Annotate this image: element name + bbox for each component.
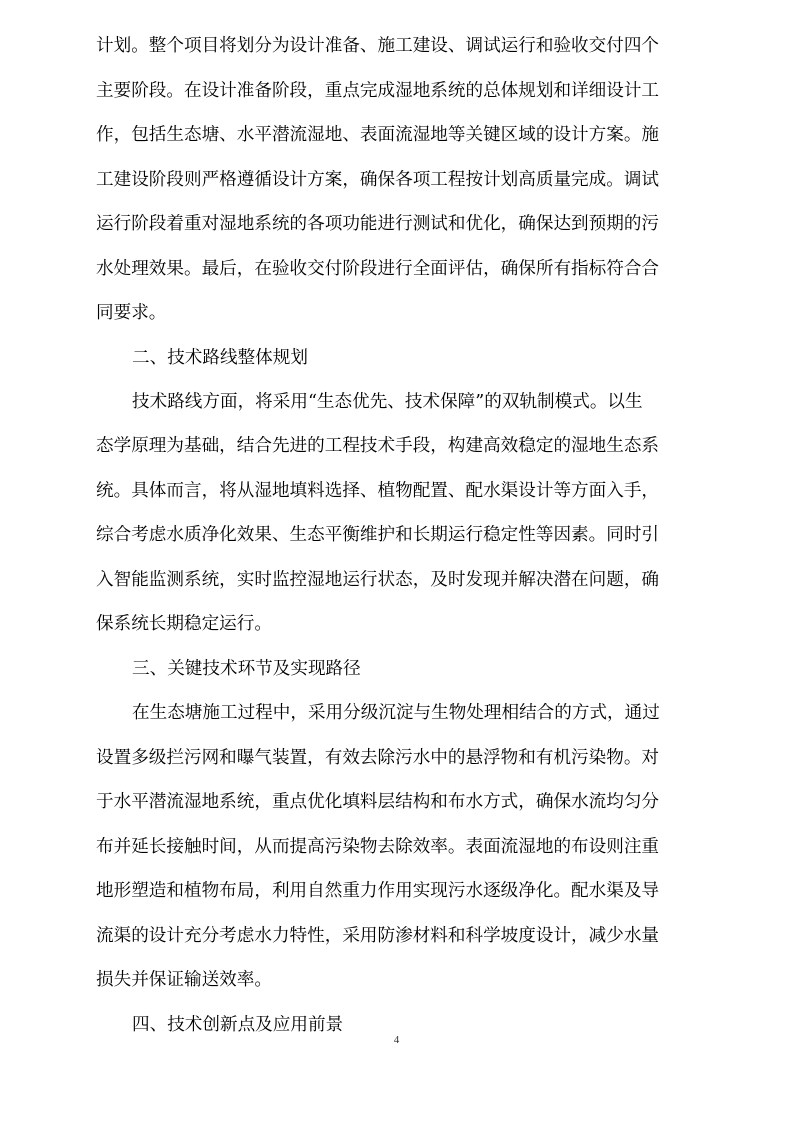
paragraph-3-line-2: 设置多级拦污网和曝气装置，有效去除污水中的悬浮物和有机污染物。对 <box>96 748 660 768</box>
paragraph-3-line-4: 布并延长接触时间，从而提高污染物去除效率。表面流湿地的布设则注重 <box>96 837 660 857</box>
paragraph-3-line-5: 地形塑造和植物布局，利用自然重力作用实现污水逐级净化。配水渠及导 <box>96 881 660 901</box>
paragraph-3-line-1: 在生态塘施工过程中，采用分级沉淀与生物处理相结合的方式，通过 <box>132 703 660 723</box>
paragraph-1-line-1: 计划。整个项目将划分为设计准备、施工建设、调试运行和验收交付四个 <box>96 36 660 56</box>
paragraph-1-line-2: 主要阶段。在设计准备阶段，重点完成湿地系统的总体规划和详细设计工 <box>96 81 660 101</box>
paragraph-1-line-7: 同要求。 <box>96 303 167 323</box>
paragraph-2-line-5: 入智能监测系统，实时监控湿地运行状态，及时发现并解决潜在问题，确 <box>96 570 660 590</box>
paragraph-3-line-7: 损失并保证输送效率。 <box>96 970 272 990</box>
paragraph-2-line-1: 技术路线方面，将采用“生态优先、技术保障”的双轨制模式。以生 <box>132 392 643 412</box>
paragraph-2-line-2: 态学原理为基础，结合先进的工程技术手段，构建高效稳定的湿地生态系 <box>96 436 660 456</box>
paragraph-1-line-4: 工建设阶段则严格遵循设计方案，确保各项工程按计划高质量完成。调试 <box>96 170 660 190</box>
section-heading-3: 三、关键技术环节及实现路径 <box>132 659 361 679</box>
paragraph-3-line-6: 流渠的设计充分考虑水力特性，采用防渗材料和科学坡度设计，减少水量 <box>96 926 660 946</box>
section-heading-4: 四、技术创新点及应用前景 <box>132 1015 344 1035</box>
paragraph-2-line-6: 保系统长期稳定运行。 <box>96 614 272 634</box>
paragraph-2-line-3: 统。具体而言，将从湿地填料选择、植物配置、配水渠设计等方面入手， <box>96 481 660 501</box>
paragraph-1-line-6: 水处理效果。最后，在验收交付阶段进行全面评估，确保所有指标符合合 <box>96 259 660 279</box>
section-heading-2: 二、技术路线整体规划 <box>132 348 308 368</box>
paragraph-3-line-3: 于水平潜流湿地系统，重点优化填料层结构和布水方式，确保水流均匀分 <box>96 792 660 812</box>
paragraph-1-line-5: 运行阶段着重对湿地系统的各项功能进行测试和优化，确保达到预期的污 <box>96 214 660 234</box>
page-number: 4 <box>393 1034 400 1046</box>
paragraph-2-line-4: 综合考虑水质净化效果、生态平衡维护和长期运行稳定性等因素。同时引 <box>96 525 660 545</box>
paragraph-1-line-3: 作，包括生态塘、水平潜流湿地、表面流湿地等关键区域的设计方案。施 <box>96 125 660 145</box>
